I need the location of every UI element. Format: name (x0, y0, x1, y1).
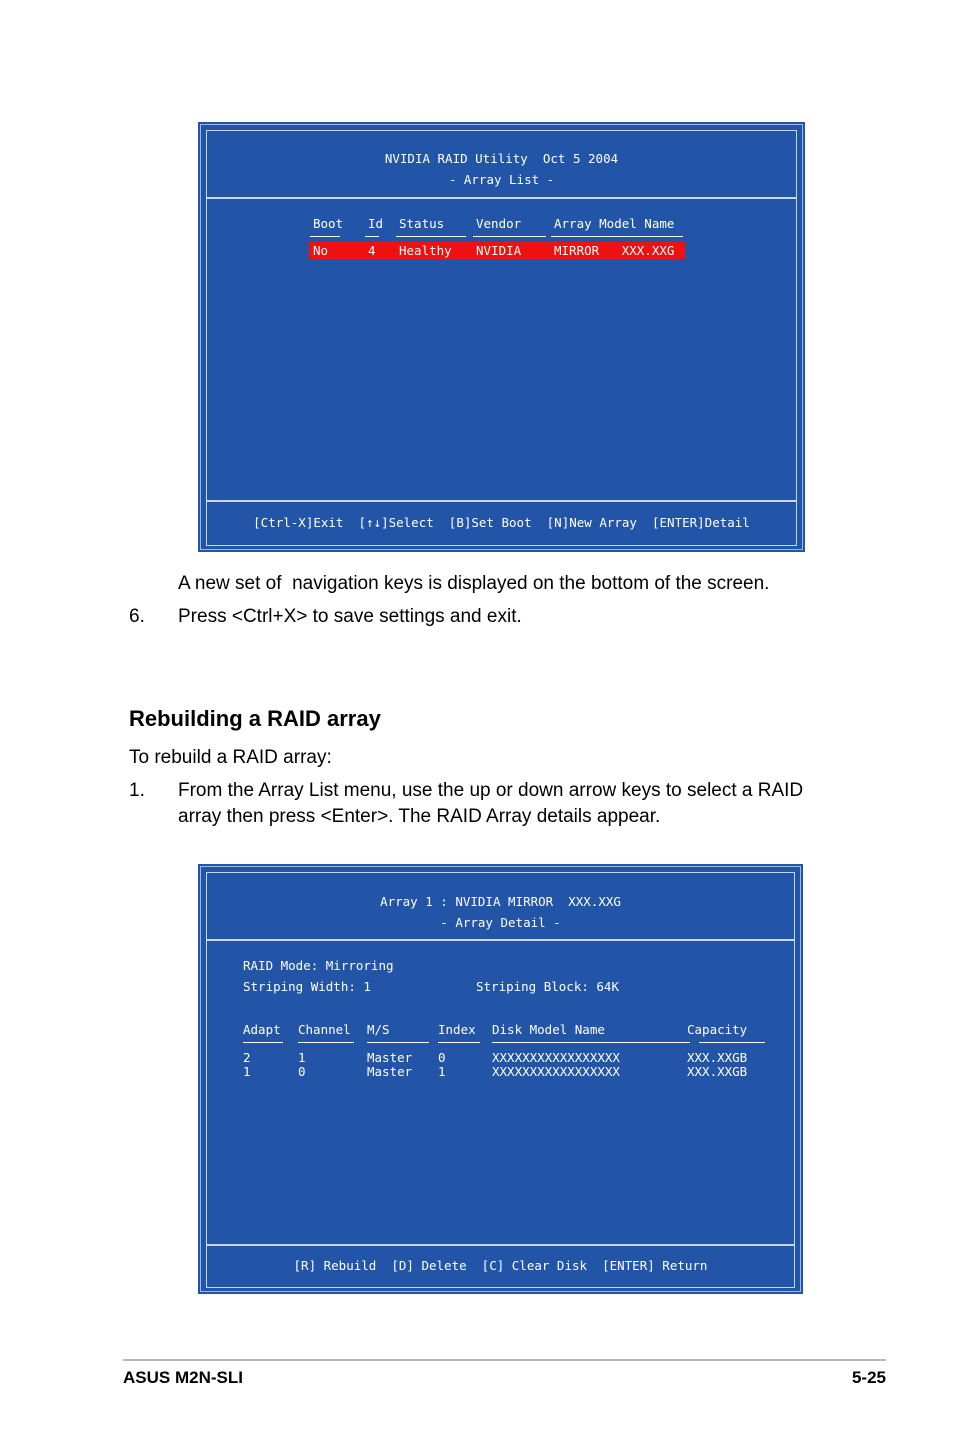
cell-capacity: XXX.XXGB (687, 1064, 748, 1079)
col-header-id: Id (368, 216, 384, 231)
footer-page-number: 5-25 (851, 1368, 886, 1387)
array-row-selected[interactable] (309, 242, 685, 259)
col-header-channel: Channel (298, 1022, 351, 1037)
header-underline (367, 1042, 429, 1043)
col-header-adapt: Adapt (243, 1022, 281, 1037)
col-header-capacity: Capacity (687, 1022, 748, 1037)
striping-block: Striping Block: 64K (476, 979, 619, 994)
footer-product: ASUS M2N-SLI (123, 1368, 243, 1387)
header-underline (396, 236, 466, 237)
col-header-vendor: Vendor (476, 216, 522, 231)
cell-disk-model: XXXXXXXXXXXXXXXXX (492, 1064, 620, 1079)
header-underline (365, 236, 379, 237)
array-detail-title-panel (206, 872, 795, 940)
cell-ms: Master (367, 1064, 413, 1079)
cell-channel: 1 (298, 1050, 306, 1065)
header-underline (473, 236, 546, 237)
cell-channel: 0 (298, 1064, 306, 1079)
cell-ms: Master (367, 1050, 413, 1065)
cell-vendor: NVIDIA (476, 243, 522, 258)
header-underline (298, 1042, 354, 1043)
array-list-screen (200, 124, 803, 550)
header-underline (310, 236, 340, 237)
cell-capacity: XXX.XXGB (687, 1050, 748, 1065)
header-underline (551, 236, 683, 237)
rebuild-intro: To rebuild a RAID array: (129, 747, 332, 768)
cell-status: Healthy (399, 243, 452, 258)
cell-adapt: 2 (243, 1050, 251, 1065)
header-underline (699, 1042, 765, 1043)
cell-id: 4 (368, 243, 376, 258)
step-6-text: Press <Ctrl+X> to save settings and exit. (178, 606, 522, 627)
cell-boot: No (313, 243, 329, 258)
col-header-ms: M/S (367, 1022, 390, 1037)
col-header-array-model: Array Model Name (554, 216, 675, 231)
navigation-keys: [Ctrl-X]Exit [↑↓]Select [B]Set Boot [N]New Array [ENTER]Detail (253, 515, 750, 530)
step-1-number: 1. (129, 780, 145, 801)
navigation-note: A new set of navigation keys is displayed on the bottom of the screen. (178, 573, 770, 594)
col-header-status: Status (399, 216, 445, 231)
cell-adapt: 1 (243, 1064, 251, 1079)
array-list-keys-panel (206, 501, 797, 546)
utility-title: NVIDIA RAID Utility Oct 5 2004 (384, 151, 619, 166)
cell-disk-model: XXXXXXXXXXXXXXXXX (492, 1050, 620, 1065)
step-1-line-1: From the Array List menu, use the up or down arrow keys to select a RAID (178, 780, 804, 801)
header-underline (492, 1042, 690, 1043)
array-detail-screen (200, 866, 801, 1292)
detail-navigation-keys: [R] Rebuild [D] Delete [C] Clear Disk [ENTER] Return (293, 1258, 708, 1273)
raid-mode: RAID Mode: Mirroring (243, 958, 394, 973)
col-header-boot: Boot (313, 216, 344, 231)
section-heading: Rebuilding a RAID array (129, 706, 381, 731)
step-1-line-2: array then press <Enter>. The RAID Array details appear. (178, 806, 661, 827)
cell-array-model: MIRROR XXX.XXG (554, 243, 675, 258)
array-list-title-panel (206, 130, 797, 198)
header-underline (243, 1042, 283, 1043)
cell-index: 1 (438, 1064, 446, 1079)
array-detail-subtitle: - Array Detail - (440, 915, 561, 930)
col-header-index: Index (438, 1022, 476, 1037)
col-header-disk-model: Disk Model Name (492, 1022, 605, 1037)
array-detail-keys-panel (206, 1245, 795, 1288)
array-list-body-panel (206, 198, 797, 501)
striping-width: Striping Width: 1 (243, 979, 371, 994)
array-detail-body-panel (206, 940, 795, 1245)
cell-index: 0 (438, 1050, 446, 1065)
array-detail-title: Array 1 : NVIDIA MIRROR XXX.XXG (380, 894, 621, 909)
footer-rule (123, 1359, 886, 1361)
header-underline (438, 1042, 480, 1043)
step-6-number: 6. (129, 606, 145, 627)
array-list-subtitle: - Array List - (448, 172, 555, 187)
